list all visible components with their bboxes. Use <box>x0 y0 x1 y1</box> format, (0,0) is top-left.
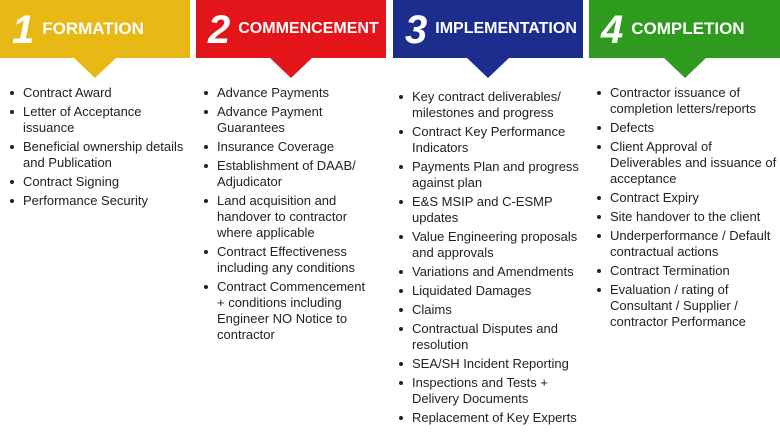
phase-commencement <box>196 0 386 342</box>
phase-item-list <box>393 89 585 429</box>
list-item: Underperformance / Default contractual actions <box>591 228 780 260</box>
list-item: E&S MSIP and C-ESMP updates <box>393 194 585 226</box>
phase-item-list <box>198 85 374 346</box>
phase-banner-implementation <box>393 0 583 58</box>
list-item: Advance Payment Guarantees <box>198 104 374 136</box>
list-item: Contractor issuance of completion letters/reports <box>591 85 780 117</box>
phase-completion <box>589 0 780 329</box>
list-item: Contractual Disputes and resolution <box>393 321 585 353</box>
list-item: Liquidated Damages <box>393 283 585 299</box>
list-item: Value Engineering proposals and approvals <box>393 229 585 261</box>
list-item: Performance Security <box>4 193 190 209</box>
phase-title: IMPLEMENTATION <box>435 20 577 37</box>
phase-number: 3 <box>405 8 428 52</box>
list-item: Letter of Acceptance issuance <box>4 104 190 136</box>
list-item: Land acquisition and handover to contractor where applicable <box>198 193 374 241</box>
list-item: Advance Payments <box>198 85 374 101</box>
phase-number: 4 <box>601 8 624 52</box>
phase-number: 2 <box>208 8 231 52</box>
list-item: Insurance Coverage <box>198 139 374 155</box>
list-item: SEA/SH Incident Reporting <box>393 356 585 372</box>
list-item: Evaluation / rating of Consultant / Supplier / contractor Performance <box>591 282 780 330</box>
list-item: Contract Effectiveness including any conditions <box>198 244 374 276</box>
phase-banner-completion <box>589 0 780 58</box>
list-item: Defects <box>591 120 780 136</box>
list-item: Contract Expiry <box>591 190 780 206</box>
phase-item-list <box>4 85 190 212</box>
list-item: Contract Award <box>4 85 190 101</box>
list-item: Payments Plan and progress against plan <box>393 159 585 191</box>
list-item: Beneficial ownership details and Publication <box>4 139 190 171</box>
phase-number: 1 <box>12 8 35 52</box>
list-item: Contract Signing <box>4 174 190 190</box>
phase-title: COMMENCEMENT <box>238 20 379 37</box>
list-item: Contract Commencement + conditions including Engineer NO Notice to contractor <box>198 279 374 343</box>
phase-item-list <box>591 85 780 333</box>
phase-title: COMPLETION <box>631 19 745 38</box>
list-item: Establishment of DAAB/ Adjudicator <box>198 158 374 190</box>
list-item: Contract Key Performance Indicators <box>393 124 585 156</box>
phase-title: FORMATION <box>42 19 144 38</box>
list-item: Client Approval of Deliverables and issuance of acceptance <box>591 139 780 187</box>
list-item: Claims <box>393 302 585 318</box>
phase-banner-formation <box>0 0 190 58</box>
list-item: Key contract deliverables/ milestones and progress <box>393 89 585 121</box>
list-item: Replacement of Key Experts <box>393 410 585 426</box>
list-item: Variations and Amendments <box>393 264 585 280</box>
phase-formation <box>0 0 190 208</box>
phase-implementation <box>393 0 583 425</box>
list-item: Site handover to the client <box>591 209 780 225</box>
phase-banner-commencement <box>196 0 386 58</box>
list-item: Inspections and Tests + Delivery Documents <box>393 375 585 407</box>
list-item: Contract Termination <box>591 263 780 279</box>
